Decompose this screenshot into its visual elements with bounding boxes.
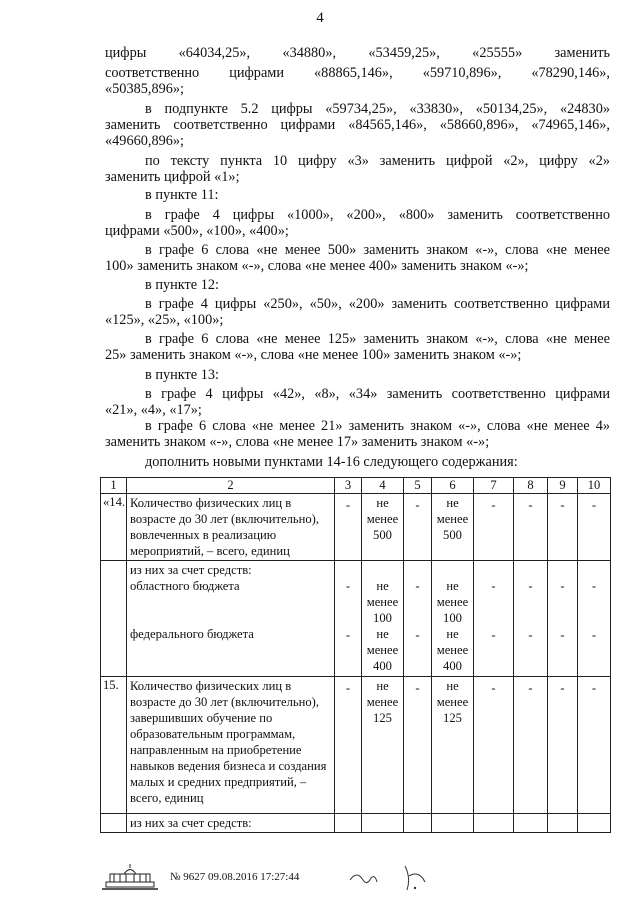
cell-col6: не менее 125 [432, 677, 474, 814]
header-cell: 10 [578, 478, 611, 494]
paragraph-line: в графе 6 слова «не менее 21» заменить знаком «-», слова «не менее 4» [145, 418, 610, 434]
cell-col6: не менее 100 не менее 400 [432, 561, 474, 677]
header-cell: 7 [474, 478, 514, 494]
registration-stamp: № 9627 09.08.2016 17:27:44 [170, 871, 300, 883]
header-cell: 4 [362, 478, 404, 494]
paragraph-line: заменить цифрой «1»; [105, 169, 240, 185]
cell-col3: - - [335, 561, 362, 677]
header-cell: 8 [514, 478, 548, 494]
federal-budget-label: федерального бюджета [130, 627, 254, 641]
cell-col9: - [548, 494, 578, 561]
paragraph-line: по тексту пункта 10 цифру «3» заменить цифрой «2», цифру «2» [145, 153, 610, 169]
cell-col8: - - [514, 561, 548, 677]
row-description [127, 561, 335, 677]
paragraph-line: 100» заменить знаком «-», слова «не менее 400» заменить знаком «-»; [105, 258, 529, 274]
table-row-15-sub [101, 814, 611, 833]
cell-col6: не менее 500 [432, 494, 474, 561]
handwritten-signature [345, 858, 445, 898]
header-cell: 6 [432, 478, 474, 494]
cell-col3: - [335, 677, 362, 814]
paragraph-line: в пункте 12: [145, 277, 219, 293]
cell-col9: - [548, 677, 578, 814]
paragraph-line: в графе 4 цифры «250», «50», «200» заменить соответственно цифрами [145, 296, 610, 312]
paragraph-line: 25» заменить знаком «-», слова «не менее 100» заменить знаком «-»; [105, 347, 522, 363]
cell-col7: - - [474, 561, 514, 677]
paragraph-line: цифры «64034,25», «34880», «53459,25», «25555» заменить [105, 45, 610, 61]
row-description: Количество физических лиц в возрасте до 30 лет (включительно), завершивших обучение по образовательным программам, направленным на приобретение навыков ведения бизнеса и создания малых и средних предприятий, – всего, единиц [127, 677, 335, 814]
cell-col8: - [514, 494, 548, 561]
paragraph-line: «50385,896»; [105, 81, 185, 97]
header-cell: 9 [548, 478, 578, 494]
cell-col7: - [474, 677, 514, 814]
cell-col5: - [404, 494, 432, 561]
indicators-table [100, 477, 611, 833]
cell-col10: - [578, 677, 611, 814]
table-row-14-sub [101, 561, 611, 677]
paragraph-line: в графе 6 слова «не менее 125» заменить знаком «-», слова «не менее [145, 331, 610, 347]
cell-col4: не менее 100 не менее 400 [362, 561, 404, 677]
cell-col9: - - [548, 561, 578, 677]
header-cell: 3 [335, 478, 362, 494]
paragraph-line: «49660,896»; [105, 133, 185, 149]
cell-col10: - [578, 494, 611, 561]
paragraph-line: «125», «25», «100»; [105, 312, 224, 328]
page-footer [100, 858, 620, 898]
cell-col10: - - [578, 561, 611, 677]
paragraph-line: «21», «4», «17»; [105, 402, 202, 418]
paragraph-line: в пункте 13: [145, 367, 219, 383]
cell-col5: - [404, 677, 432, 814]
row-number: 15. [101, 677, 127, 814]
government-building-logo [100, 862, 160, 890]
table-row-15 [101, 677, 611, 814]
sub-heading: из них за счет средств: [130, 563, 252, 577]
paragraph-line: дополнить новыми пунктами 14-16 следующего содержания: [145, 454, 518, 470]
header-cell: 5 [404, 478, 432, 494]
paragraph-line: заменить знаком «-», слова «не менее 17» заменить знаком «-»; [105, 434, 490, 450]
cell-col8: - [514, 677, 548, 814]
sub-heading: из них за счет средств: [127, 814, 335, 833]
paragraph-line: в пункте 11: [145, 187, 219, 203]
paragraph-line: в графе 6 слова «не менее 500» заменить знаком «-», слова «не менее [145, 242, 610, 258]
paragraph-line: в графе 4 цифры «42», «8», «34» заменить соответственно цифрами [145, 386, 610, 402]
cell-col3: - [335, 494, 362, 561]
paragraph-line: в подпункте 5.2 цифры «59734,25», «33830», «50134,25», «24830» [145, 101, 610, 117]
header-cell: 1 [101, 478, 127, 494]
row-number: «14. [101, 494, 127, 561]
paragraph-line: соответственно цифрами «88865,146», «59710,896», «78290,146», [105, 65, 610, 81]
header-cell: 2 [127, 478, 335, 494]
regional-budget-label: областного бюджета [130, 579, 240, 593]
row-description: Количество физических лиц в возрасте до 30 лет (включительно), вовлеченных в реализацию мероприятий, – всего, единиц [127, 494, 335, 561]
paragraph-line: в графе 4 цифры «1000», «200», «800» заменить соответственно [145, 207, 610, 223]
cell-col4: не менее 500 [362, 494, 404, 561]
table-row-14 [101, 494, 611, 561]
table-header-row [101, 478, 611, 494]
cell-col5: - - [404, 561, 432, 677]
paragraph-line: цифрами «500», «100», «400»; [105, 223, 289, 239]
cell-col4: не менее 125 [362, 677, 404, 814]
paragraph-line: заменить соответственно цифрами «84565,146», «58660,896», «74965,146», [105, 117, 610, 133]
page-number: 4 [316, 10, 324, 26]
cell-col7: - [474, 494, 514, 561]
